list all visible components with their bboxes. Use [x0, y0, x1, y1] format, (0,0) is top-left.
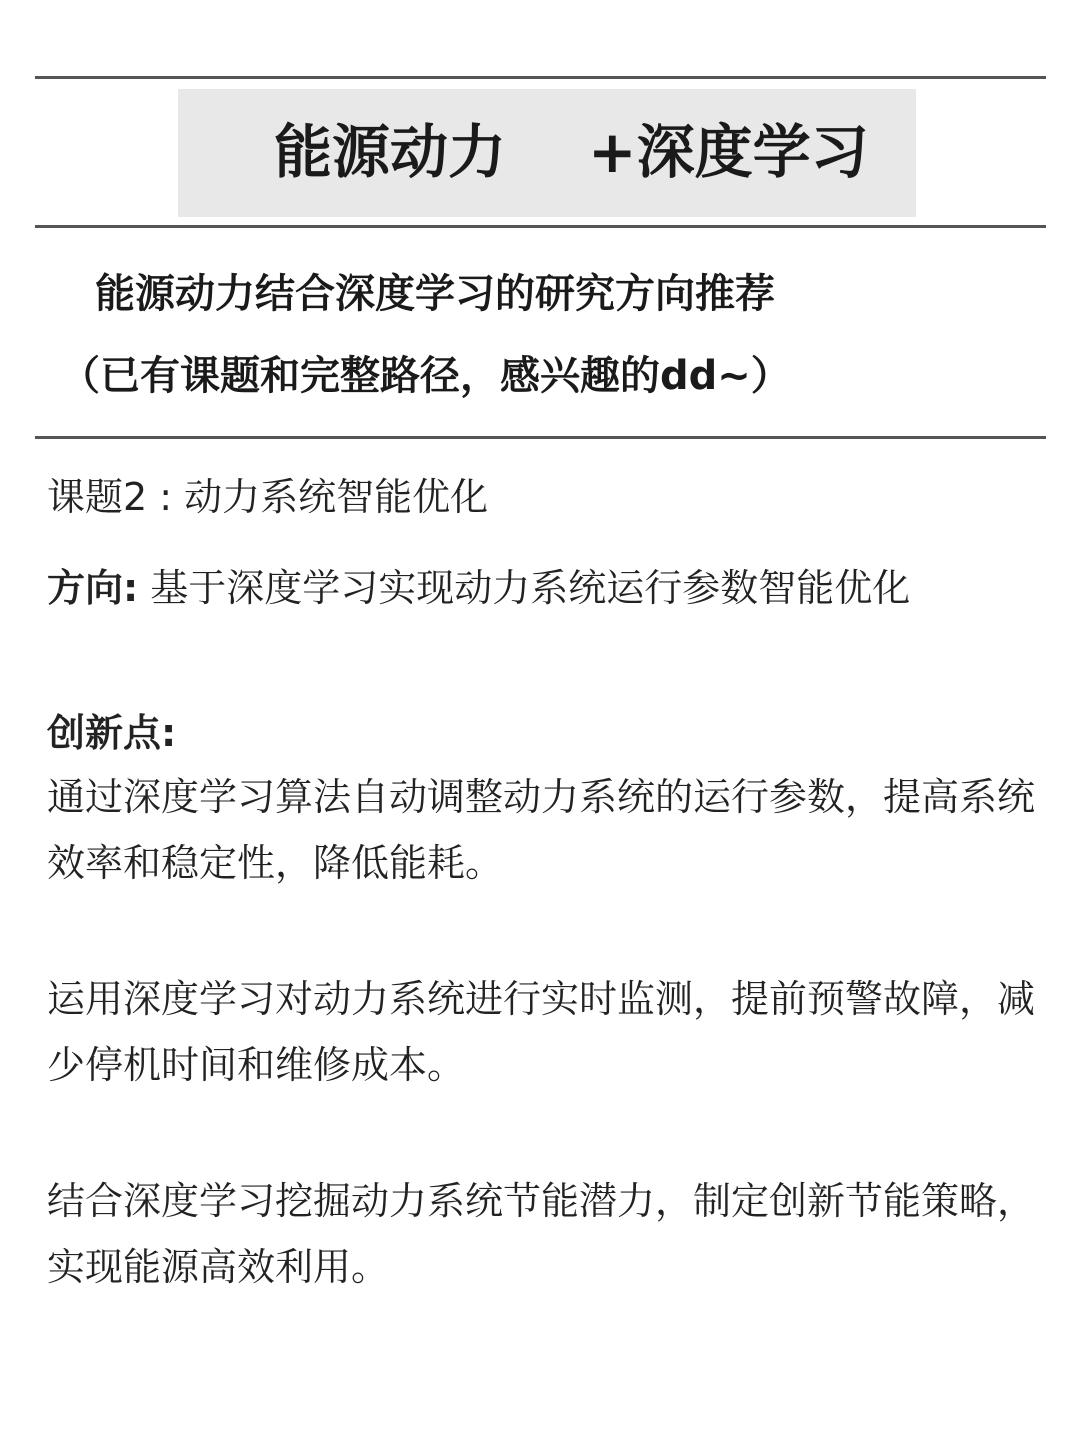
direction-label: 方向:: [47, 566, 139, 610]
subtitle: 能源动力结合深度学习的研究方向推荐: [95, 271, 775, 317]
innovation-paragraph: 结合深度学习挖掘动力系统节能潜力，制定创新节能策略，实现能源高效利用。: [47, 1179, 1036, 1289]
innovation-heading: 创新点:: [47, 711, 177, 755]
topic-heading: 课题2 : 动力系统智能优化: [47, 475, 489, 519]
direction-text: 基于深度学习实现动力系统运行参数智能优化: [138, 566, 911, 610]
title-banner: [178, 89, 916, 217]
title-left-text: 能源动力: [274, 118, 507, 186]
innovation-paragraph: 通过深度学习算法自动调整动力系统的运行参数，提高系统效率和稳定性，降低能耗。: [47, 775, 1036, 885]
top-divider: [35, 76, 1046, 79]
title-right-text: +深度学习: [588, 118, 869, 186]
direction-line: [47, 562, 910, 614]
middle-divider: [35, 225, 1046, 228]
subtitle-note: （已有课题和完整路径，感兴趣的dd~）: [60, 353, 791, 399]
lower-divider: [35, 436, 1046, 439]
innovation-paragraph: 运用深度学习对动力系统进行实时监测，提前预警故障，减少停机时间和维修成本。: [47, 977, 1036, 1087]
